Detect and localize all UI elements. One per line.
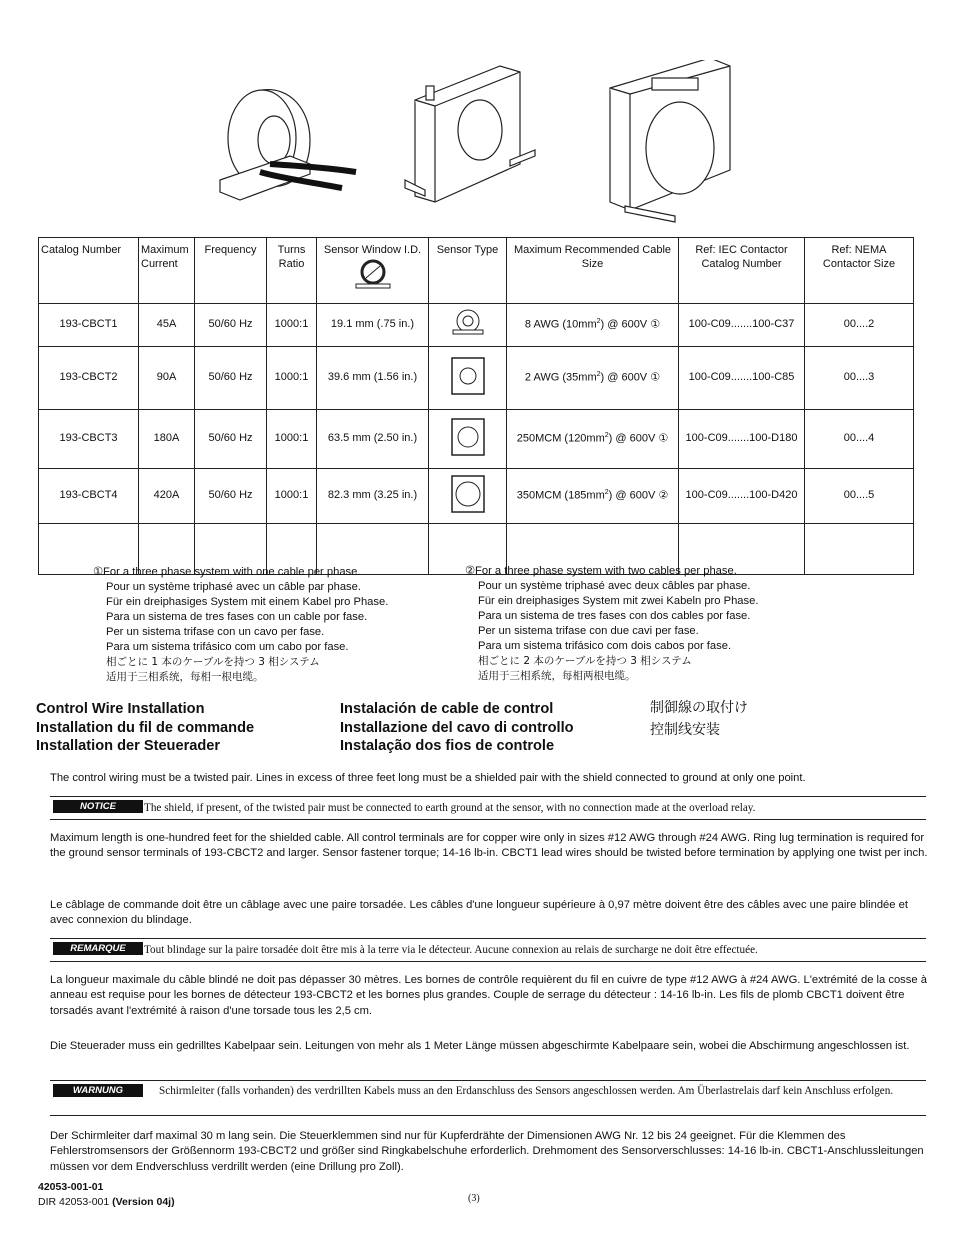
toroid-sensor-icon: [447, 308, 489, 338]
cell-frequency: 50/60 Hz: [195, 304, 267, 347]
french-paragraph-2: La longueur maximale du câble blindé ne doit pas dépasser 30 mètres. Les bornes de contrôle requièrent du fil en cuivre de type #12 AWG à #24 AWG. L'extrémité de la cosse à anneau est requise pour les bornes de détecteur 193-CBCT2 et les bornes plus grandes. Couple de serrage du détecteur : 14-16 lb-in. Les fils de plomb CBCT1 doivent être torsadés avant l'extrémité à raison d'une torsade tous les 2,5 cm.: [50, 974, 927, 1017]
french-notice: [50, 938, 926, 962]
cell-catalog: 193-CBCT3: [39, 410, 139, 469]
sensor-illustrations: [200, 60, 760, 230]
table-header-row: [39, 238, 914, 304]
cell-current: 420A: [139, 469, 195, 524]
cell-ratio: 1000:1: [267, 347, 317, 410]
table-row: [39, 347, 914, 410]
square-sensor-icon: [448, 415, 488, 459]
spec-table: [38, 237, 914, 575]
footnote-mark: ①: [650, 371, 661, 384]
cell-ratio: 1000:1: [267, 410, 317, 469]
section-heading-col2: Instalación de cable de control Installazione del cavo di controllo Instalação dos fios de controle: [340, 701, 574, 754]
cell-iec: 100-C09.......100-D420: [679, 469, 805, 524]
cell-cable: 250MCM $(120mm^2)$ @ 600V ①: [507, 410, 679, 469]
header-current: Maximum Current: [139, 238, 195, 304]
cell-window: 82.3 mm (3.25 in.): [317, 469, 429, 524]
header-frequency: Frequency: [195, 238, 267, 304]
table-row: [39, 469, 914, 524]
header-iec: Ref: IEC Contactor Catalog Number: [679, 238, 805, 304]
cell-window: 63.5 mm (2.50 in.): [317, 410, 429, 469]
header-turns: Turns Ratio: [267, 238, 317, 304]
cell-nema: 00....2: [805, 304, 914, 347]
english-paragraph-1: The control wiring must be a twisted pair. Lines in excess of three feet long must be a shielded pair with the shield connected to ground at only one point.: [50, 772, 806, 784]
square-sensor-icon: [448, 472, 488, 516]
remarque-badge: REMARQUE: [53, 942, 143, 955]
footnote-one: ①For a three phase system with one cable per phase. Pour un système triphasé avec un câble par phase. Für ein dreiphasiges System mit einem Kabel pro Phase. Para un sistema de tres fases con un cable por fase. Per un sistema trifase con un cavo per fase. Para um sistema trifásico com um cabo por fase. 相ごとに 1 本のケーブルを持つ 3 相システム 适用于三相系统，每相一根电缆。: [93, 566, 389, 683]
footnote-mark: ①: [650, 318, 661, 331]
cell-ratio: 1000:1: [267, 469, 317, 524]
table-row: [39, 304, 914, 347]
window-id-icon: [346, 258, 400, 292]
german-paragraph-1: Die Steuerader muss ein gedrilltes Kabelpaar sein. Leitungen von mehr als 1 Meter Länge müssen abgeschirmte Kabelpaare sein, wobei die Abschirmung angeschlossen ist.: [50, 1040, 910, 1052]
cell-current: 180A: [139, 410, 195, 469]
footnote-mark: ①: [658, 432, 669, 445]
notice-badge: NOTICE: [53, 800, 143, 813]
german-paragraph-2: Der Schirmleiter darf maximal 30 m lang sein. Die Steuerklemmen sind nur für Kupferdrähte der Dimensionen AWG Nr. 12 bis 24 geeignet. Für die Klemmen des Fehlerstromsensors der Größennorm 193-CBCT2 und größer sind Ringkabelschuhe erforderlich. Drehmoment des Sensorverschlusses: 14-16 lb-in. CBCT1-Anschlussleitungen müssen vor dem Endverschluss verdrillt werden (eine Drillung pro Zoll).: [50, 1130, 924, 1173]
footnote-two: ②For a three phase system with two cables per phase. Pour un système triphasé avec deux câbles par phase. Für ein dreiphasiges System mit zwei Kabeln pro Phase. Para un sistema de tres fases con dos cables por fase. Per un sistema trifase con due cavi per fase. Para um sistema trifásico com dois cabos por fase. 相ごとに 2 本のケーブルを持つ 3 相システム 适用于三相系统，每相两根电缆。: [465, 565, 759, 682]
header-cable-size: Maximum Recommended Cable Size: [507, 238, 679, 304]
page-number: (3): [468, 1193, 480, 1204]
section-heading-col1: Control Wire Installation Installation du fil de commande Installation der Steuerader: [36, 701, 255, 754]
notice-text: The shield, if present, of the twisted pair must be connected to earth ground at the sensor, with no connection made at the overload relay.: [144, 802, 756, 814]
english-paragraph-2: Maximum length is one-hundred feet for the shielded cable. All control terminals are for copper wire only in sizes #12 AWG through #24 AWG. Ring lug termination is required for the ground sensor terminals of 193-CBCT2 and larger. Sensor fastener torque; 14-16 lb-in. CBCT1 lead wires should be twisted before termination by applying one twist per inch.: [50, 832, 928, 860]
cell-cable: 2 AWG $(35mm^2)$ @ 600V ①: [507, 347, 679, 410]
header-nema: Ref: NEMA Contactor Size: [805, 238, 914, 304]
cell-cable: 350MCM $(185mm^2)$ @ 600V ②: [507, 469, 679, 524]
cbct3-4-large-illustration: [610, 60, 730, 222]
cell-catalog: 193-CBCT4: [39, 469, 139, 524]
cell-iec: 100-C09.......100-C85: [679, 347, 805, 410]
cbct1-toroid-illustration: [220, 90, 356, 200]
cell-iec: 100-C09.......100-D180: [679, 410, 805, 469]
cell-cable: 8 AWG $(10mm^2)$ @ 600V ①: [507, 304, 679, 347]
cell-frequency: 50/60 Hz: [195, 410, 267, 469]
cell-window: 19.1 mm (.75 in.): [317, 304, 429, 347]
cell-current: 90A: [139, 347, 195, 410]
header-sensor-type: Sensor Type: [429, 238, 507, 304]
table-row: [39, 410, 914, 469]
footnote-two-mark: ②: [465, 565, 476, 577]
footnote-one-mark: ①: [93, 566, 104, 578]
german-notice: [50, 1080, 926, 1116]
cell-window: 39.6 mm (1.56 in.): [317, 347, 429, 410]
cell-ratio: 1000:1: [267, 304, 317, 347]
english-notice: [50, 796, 926, 820]
square-sensor-icon: [448, 354, 488, 398]
cell-iec: 100-C09.......100-C37: [679, 304, 805, 347]
cell-sensor-type: [429, 410, 507, 469]
cell-sensor-type: [429, 347, 507, 410]
header-catalog: Catalog Number: [39, 238, 139, 304]
cell-nema: 00....4: [805, 410, 914, 469]
cbct2-square-illustration: [405, 66, 535, 202]
doc-number: 42053-001-01 DIR 42053-001 (Version 04j): [38, 1181, 175, 1208]
cell-frequency: 50/60 Hz: [195, 347, 267, 410]
french-paragraph-1: Le câblage de commande doit être un câblage avec une paire torsadée. Les câbles d'une longueur supérieure à 0,97 mètre doivent être des câbles avec une paire blindée et avec connexion du blindage.: [50, 899, 908, 927]
warnung-badge: WARNUNG: [53, 1084, 143, 1097]
remarque-text: Tout blindage sur la paire torsadée doit être mis à la terre via le détecteur. Aucune connexion au relais de surcharge ne doit être effectuée.: [144, 944, 758, 956]
footnote-mark: ②: [658, 489, 669, 502]
cell-sensor-type: [429, 304, 507, 347]
cell-nema: 00....5: [805, 469, 914, 524]
cell-catalog: 193-CBCT2: [39, 347, 139, 410]
cell-sensor-type: [429, 469, 507, 524]
cell-nema: 00....3: [805, 347, 914, 410]
warnung-text: Schirmleiter (falls vorhanden) des verdrillten Kabels muss an den Erdanschluss des Sensors angeschlossen werden. Am Überlastrelais darf kein Anschluss erfolgen.: [159, 1085, 894, 1097]
header-window-label: Sensor Window I.D.: [323, 244, 422, 256]
cell-current: 45A: [139, 304, 195, 347]
header-window: [317, 238, 429, 304]
cell-frequency: 50/60 Hz: [195, 469, 267, 524]
section-heading-col3: 制御線の取付け 控制线安装: [650, 700, 748, 738]
cell-catalog: 193-CBCT1: [39, 304, 139, 347]
